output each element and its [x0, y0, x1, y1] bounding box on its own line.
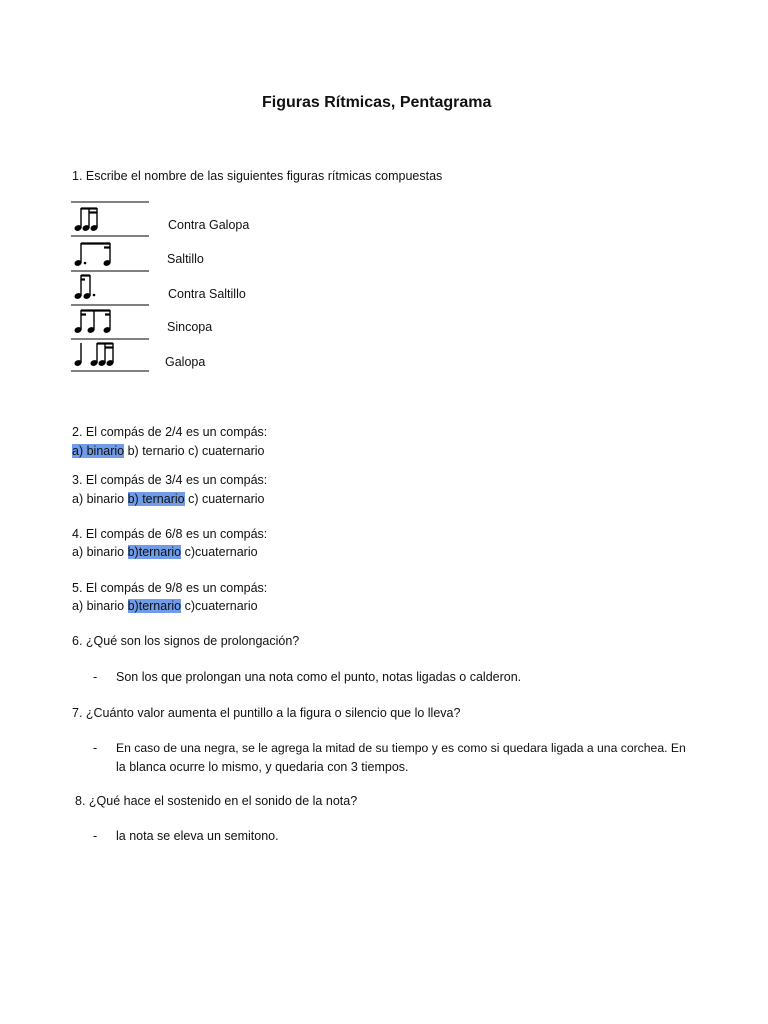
question-6: 6. ¿Qué son los signos de prolongación?	[72, 634, 300, 648]
question-4: 4. El compás de 6/8 es un compás:	[72, 527, 268, 541]
answer-6: Son los que prolongan una nota como el punto, notas ligadas o calderon.	[116, 670, 522, 684]
rhythm-figure-galopa	[71, 338, 149, 372]
question-3-options	[72, 492, 265, 506]
option-a: a) binario	[72, 545, 125, 559]
answer-7-line-1: En caso de una negra, se le agrega la mitad de su tiempo y es como si quedara ligada a una corchea. En	[116, 741, 686, 755]
answer-contra-saltillo: Contra Saltillo	[168, 287, 246, 301]
question-2-options	[72, 444, 265, 458]
rhythm-figure-contra-saltillo	[71, 270, 149, 304]
option-c: c) cuaternario	[188, 444, 265, 458]
option-a-selected: a) binario	[72, 444, 125, 458]
option-b: b) ternario	[127, 444, 185, 458]
list-marker: -	[93, 670, 98, 684]
answer-contra-galopa: Contra Galopa	[168, 218, 250, 232]
page-title: Figuras Rítmicas, Pentagrama	[262, 94, 492, 111]
option-b-selected: b) ternario	[127, 492, 185, 506]
question-8: 8. ¿Qué hace el sostenido en el sonido de la nota?	[75, 794, 358, 808]
question-7: 7. ¿Cuánto valor aumenta el puntillo a la figura o silencio que lo lleva?	[72, 706, 461, 720]
question-4-options	[72, 545, 258, 559]
question-2: 2. El compás de 2/4 es un compás:	[72, 425, 268, 439]
question-3: 3. El compás de 3/4 es un compás:	[72, 473, 268, 487]
list-marker: -	[93, 829, 98, 843]
answer-7-line-2: la blanca ocurre lo mismo, y quedaria con 3 tiempos.	[116, 760, 409, 774]
option-a: a) binario	[72, 492, 125, 506]
option-c: c)cuaternario	[184, 599, 258, 613]
option-b-selected: b)ternario	[127, 599, 182, 613]
answer-sincopa: Sincopa	[167, 320, 213, 334]
question-1: 1. Escribe el nombre de las siguientes figuras rítmicas compuestas	[72, 169, 443, 183]
option-a: a) binario	[72, 599, 125, 613]
option-b-selected: b)ternario	[127, 545, 182, 559]
answer-saltillo: Saltillo	[167, 252, 204, 266]
answer-8: la nota se eleva un semitono.	[116, 829, 279, 843]
question-5: 5. El compás de 9/8 es un compás:	[72, 581, 268, 595]
option-c: c) cuaternario	[188, 492, 265, 506]
answer-galopa: Galopa	[165, 355, 206, 369]
question-5-options	[72, 599, 258, 613]
rhythm-figure-saltillo	[71, 236, 149, 270]
list-marker: -	[93, 741, 98, 755]
rhythm-figure-sincopa	[71, 304, 149, 338]
rhythm-figure-contra-galopa	[71, 201, 149, 235]
option-c: c)cuaternario	[184, 545, 258, 559]
